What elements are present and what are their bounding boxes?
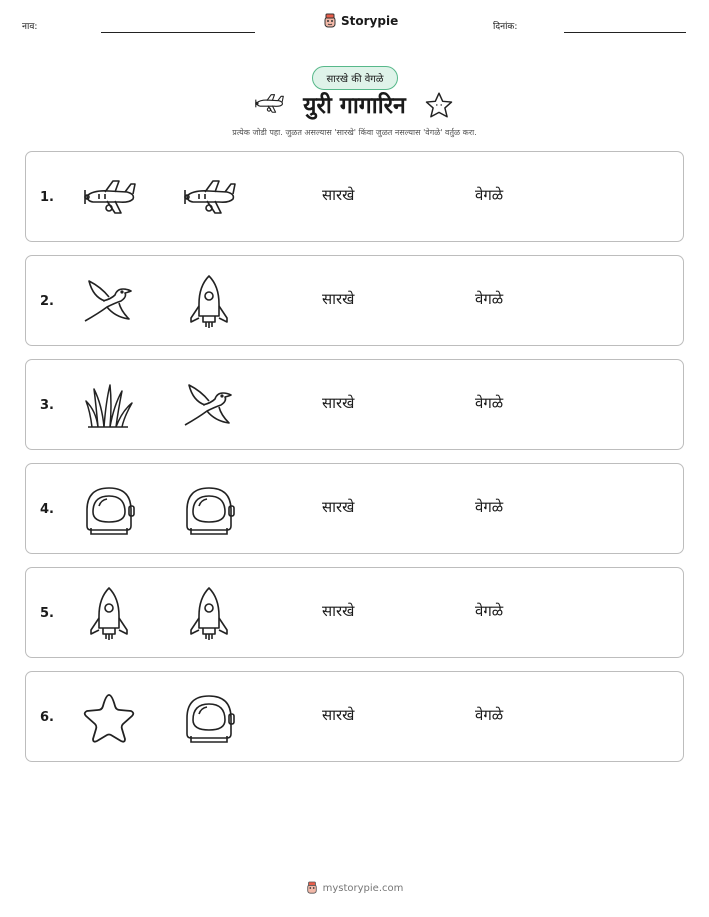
option-different[interactable]: वेगळे	[475, 498, 504, 516]
question-row	[25, 463, 684, 554]
option-same[interactable]: सारखे	[322, 394, 355, 412]
option-different[interactable]: वेगळे	[475, 290, 504, 308]
airplane-icon	[78, 170, 140, 226]
option-different[interactable]: वेगळे	[475, 706, 504, 724]
star-icon	[78, 690, 140, 746]
footer	[0, 881, 709, 895]
astronaut-helmet-icon	[178, 482, 240, 538]
star-icon	[424, 91, 454, 119]
worksheet-type-badge: सारखे की वेगळे	[312, 66, 398, 90]
rocket-icon	[178, 274, 240, 330]
name-label: नाव:	[22, 22, 38, 32]
question-row	[25, 255, 684, 346]
instructions: प्रत्येक जोडी पहा. जुळत असल्यास 'सारखे' किंवा जुळत नसल्यास 'वेगळे' वर्तुळ करा.	[232, 128, 477, 137]
option-same[interactable]: सारखे	[322, 602, 355, 620]
option-different[interactable]: वेगळे	[475, 186, 504, 204]
option-different[interactable]: वेगळे	[475, 602, 504, 620]
question-number: 3.	[40, 398, 54, 413]
brand-logo	[323, 13, 398, 29]
rocket-icon	[78, 586, 140, 642]
astronaut-helmet-icon	[78, 482, 140, 538]
question-number: 1.	[40, 190, 54, 205]
name-line[interactable]	[101, 32, 255, 33]
question-row	[25, 359, 684, 450]
date-line[interactable]	[564, 32, 686, 33]
option-different[interactable]: वेगळे	[475, 394, 504, 412]
rocket-icon	[178, 586, 240, 642]
mascot-icon	[306, 881, 318, 895]
page-title: युरी गागारिन	[303, 93, 406, 119]
option-same[interactable]: सारखे	[322, 186, 355, 204]
question-number: 2.	[40, 294, 54, 309]
astronaut-helmet-icon	[178, 690, 240, 746]
mascot-icon	[323, 13, 337, 29]
option-same[interactable]: सारखे	[322, 706, 355, 724]
option-same[interactable]: सारखे	[322, 498, 355, 516]
question-number: 6.	[40, 710, 54, 725]
bird-icon	[178, 378, 240, 434]
question-number: 5.	[40, 606, 54, 621]
airplane-icon	[178, 170, 240, 226]
footer-url[interactable]: mystorypie.com	[322, 882, 404, 894]
bird-icon	[78, 274, 140, 330]
question-row	[25, 567, 684, 658]
question-row	[25, 151, 684, 242]
date-label: दिनांक:	[493, 22, 518, 32]
question-number: 4.	[40, 502, 54, 517]
question-row	[25, 671, 684, 762]
option-same[interactable]: सारखे	[322, 290, 355, 308]
grass-icon	[78, 378, 140, 434]
brand-name: Storypie	[341, 14, 399, 28]
